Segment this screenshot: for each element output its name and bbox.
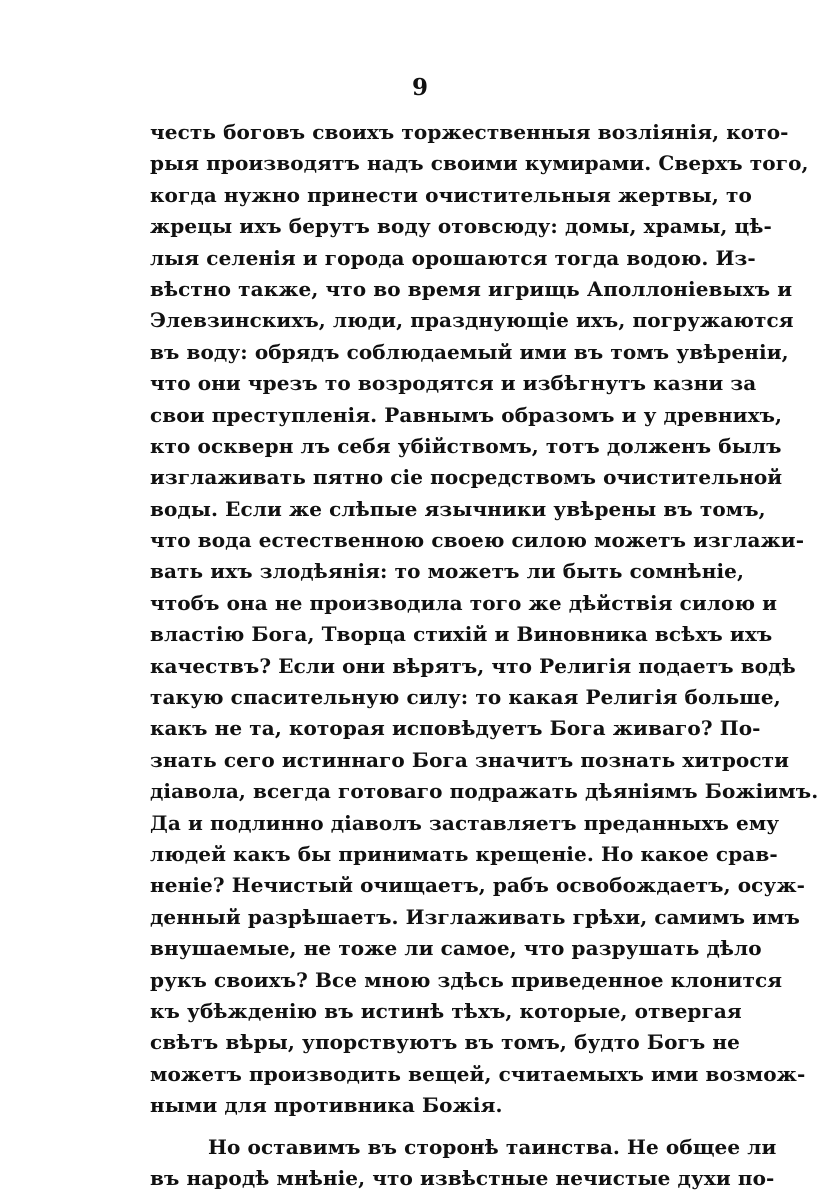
text-line: что вода естественною своею силою можетъ изглажи-	[150, 525, 740, 556]
text-line: изглаживать пятно сіе посредствомъ очистительной	[150, 462, 740, 493]
text-line: что они чрезъ то возродятся и избѣгнутъ казни за	[150, 368, 740, 399]
text-line: въ воду: обрядъ соблюдаемый ими въ томъ увѣреніи,	[150, 337, 740, 368]
text-line: такую спасительную силу: то какая Религія больше,	[150, 682, 740, 713]
text-line: воды. Если же слѣпые язычники увѣрены въ томъ,	[150, 494, 740, 525]
text-line: рукъ своихъ? Все мною здѣсь приведенное клонится	[150, 965, 740, 996]
text-line: Но оставимъ въ сторонѣ таинства. Не общее ли	[150, 1132, 740, 1163]
text-line: денный разрѣшаетъ. Изглаживать грѣхи, самимъ имъ	[150, 902, 740, 933]
text-line: властію Бога, Творца стихій и Виновника всѣхъ ихъ	[150, 619, 740, 650]
text-line: Элевзинскихъ, люди, празднующіе ихъ, погружаются	[150, 305, 740, 336]
text-line: ными для противника Божія.	[150, 1090, 740, 1121]
text-line: чтобъ она не производила того же дѣйствія силою и	[150, 588, 740, 619]
text-line: діавола, всегда готоваго подражать дѣяніямъ Божіимъ.	[150, 776, 740, 807]
paragraph-2	[150, 1132, 740, 1194]
text-line: кто оскверн лъ себя убійствомъ, тотъ долженъ былъ	[150, 431, 740, 462]
text-line: къ убѣжденію въ истинѣ тѣхъ, которые, отвергая	[150, 996, 740, 1027]
text-line: какъ не та, которая исповѣдуетъ Бога живаго? По-	[150, 713, 740, 744]
text-line: въ народѣ мнѣніе, что извѣстные нечистые духи по-	[150, 1163, 740, 1194]
paragraph-1	[150, 117, 740, 1122]
paragraph-gap	[150, 1122, 740, 1132]
text-line: когда нужно принести очистительныя жертвы, то	[150, 180, 740, 211]
text-line: знать сего истиннаго Бога значитъ познать хитрости	[150, 745, 740, 776]
text-line: лыя селенія и города орошаются тогда водою. Из-	[150, 243, 740, 274]
text-line: можетъ производить вещей, считаемыхъ ими возмож-	[150, 1059, 740, 1090]
text-line: внушаемые, не тоже ли самое, что разрушать дѣло	[150, 933, 740, 964]
text-line: вѣстно также, что во время игрищь Аполлоніевыхъ и	[150, 274, 740, 305]
text-line: честь боговъ своихъ торжественныя возліянія, кото-	[150, 117, 740, 148]
page-number: 9	[0, 74, 840, 102]
text-line: Да и подлинно діаволъ заставляетъ преданныхъ ему	[150, 808, 740, 839]
body-text	[150, 117, 740, 1194]
text-line: вать ихъ злодѣянія: то можетъ ли быть сомнѣніе,	[150, 556, 740, 587]
text-line: неніе? Нечистый очищаетъ, рабъ освобождаетъ, осуж-	[150, 870, 740, 901]
text-line: свѣтъ вѣры, упорствуютъ въ томъ, будто Богъ не	[150, 1027, 740, 1058]
text-line: свои преступленія. Равнымъ образомъ и у древнихъ,	[150, 400, 740, 431]
text-line: жрецы ихъ берутъ воду отовсюду: домы, храмы, цѣ-	[150, 211, 740, 242]
text-line: людей какъ бы принимать крещеніе. Но какое срав-	[150, 839, 740, 870]
text-line: качествъ? Если они вѣрятъ, что Религія подаетъ водѣ	[150, 651, 740, 682]
text-line: рыя производятъ надъ своими кумирами. Сверхъ того,	[150, 148, 740, 179]
